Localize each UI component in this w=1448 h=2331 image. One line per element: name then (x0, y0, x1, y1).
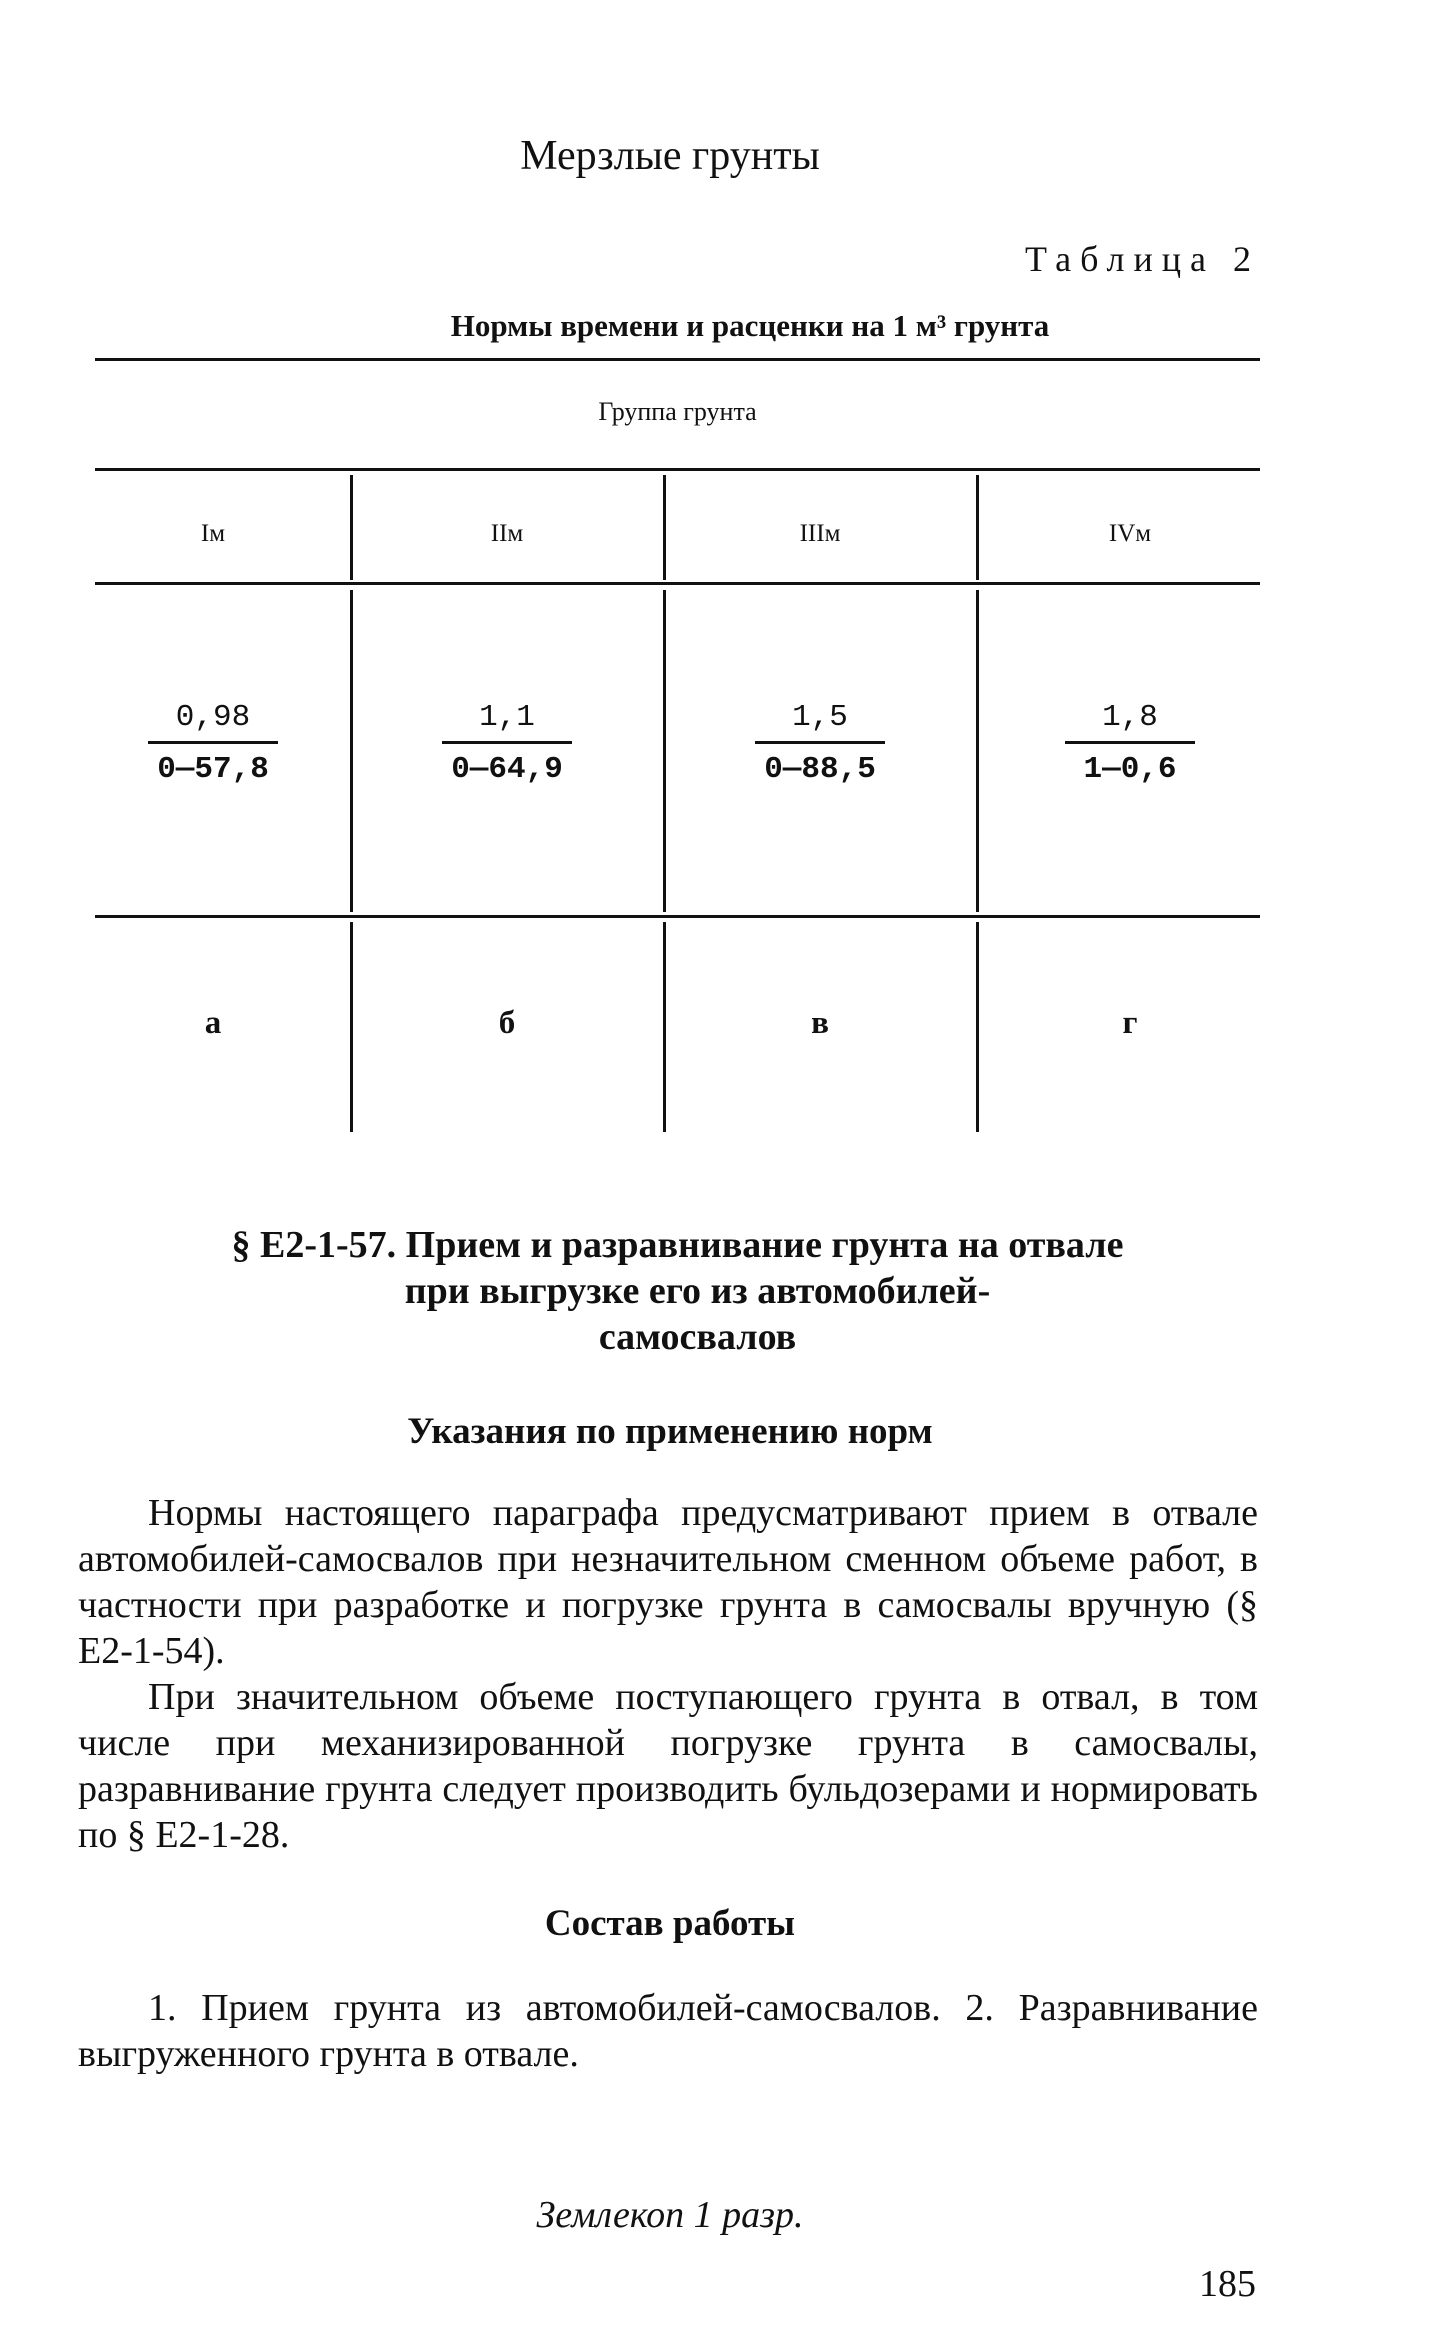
section-title: Мерзлые грунты (520, 133, 820, 179)
page-number: 185 (1199, 2263, 1256, 2305)
column-header: IIм (490, 520, 524, 547)
group-rule (95, 468, 1260, 471)
column-letter: а (204, 1005, 222, 1041)
rate-cell (1030, 700, 1230, 787)
work-paragraph: 1. Прием грунта из автомобилей-самосвалов. 2. Разравнивание выгруженного грунта в отвале. (78, 1987, 1258, 2075)
col-separator (663, 922, 666, 1132)
work-text (78, 1985, 1258, 2077)
table-top-rule (95, 358, 1260, 361)
price-value: 0—64,9 (451, 752, 563, 787)
col-separator (976, 475, 979, 580)
paragraph-heading-line: § Е2-1-57. Прием и разравнивание грунта на отвале (231, 1224, 1124, 1266)
col-separator (350, 922, 353, 1132)
instructions-paragraph: Нормы настоящего параграфа предусматривают прием в отвале автомобилей-самосвалов при незначительном сменном объеме работ, в частности при разработке и погрузке грунта в самосвалы вручную (§ Е2-1-54). (78, 1492, 1258, 1672)
col-separator (350, 590, 353, 912)
column-header: Iм (200, 520, 226, 547)
instructions-text (78, 1490, 1258, 1858)
paragraph-heading-line: при выгрузке его из автомобилей- (404, 1270, 991, 1312)
group-label: Группа грунта (598, 397, 757, 426)
instructions-paragraph: При значительном объеме поступающего грунта в отвал, в том числе при механизированной погрузке грунта в самосвалы, разравнивание грунта следует производить бульдозерами и нормировать по § Е2-1-28. (78, 1676, 1258, 1856)
header-rule (95, 582, 1260, 585)
paragraph-heading-line: самосвалов (598, 1316, 797, 1358)
rate-cell (407, 700, 607, 787)
table-label: Таблица 2 (1025, 239, 1260, 279)
norm-value: 1,1 (442, 700, 572, 744)
col-separator (976, 590, 979, 912)
column-letter: в (811, 1005, 829, 1041)
rate-cell (720, 700, 920, 787)
norm-value: 1,8 (1065, 700, 1195, 744)
table-caption: Нормы времени и расценки на 1 м³ грунта (450, 308, 1050, 343)
column-letter: б (498, 1005, 516, 1041)
column-header: IIIм (799, 520, 841, 547)
col-separator (663, 475, 666, 580)
column-header: IVм (1108, 520, 1152, 547)
rate-cell (113, 700, 313, 787)
col-separator (976, 922, 979, 1132)
price-value: 0—88,5 (764, 752, 876, 787)
norm-value: 1,5 (755, 700, 885, 744)
column-letter: г (1122, 1005, 1138, 1041)
col-separator (663, 590, 666, 912)
price-value: 0—57,8 (157, 752, 269, 787)
norm-value: 0,98 (148, 700, 278, 744)
worker-line: Землекоп 1 разр. (536, 2194, 804, 2236)
paragraph-heading (95, 1222, 1260, 1360)
price-value: 1—0,6 (1083, 752, 1177, 787)
col-separator (350, 475, 353, 580)
work-heading: Состав работы (544, 1903, 796, 1944)
instructions-heading: Указания по применению норм (407, 1411, 933, 1452)
values-rule (95, 915, 1260, 918)
